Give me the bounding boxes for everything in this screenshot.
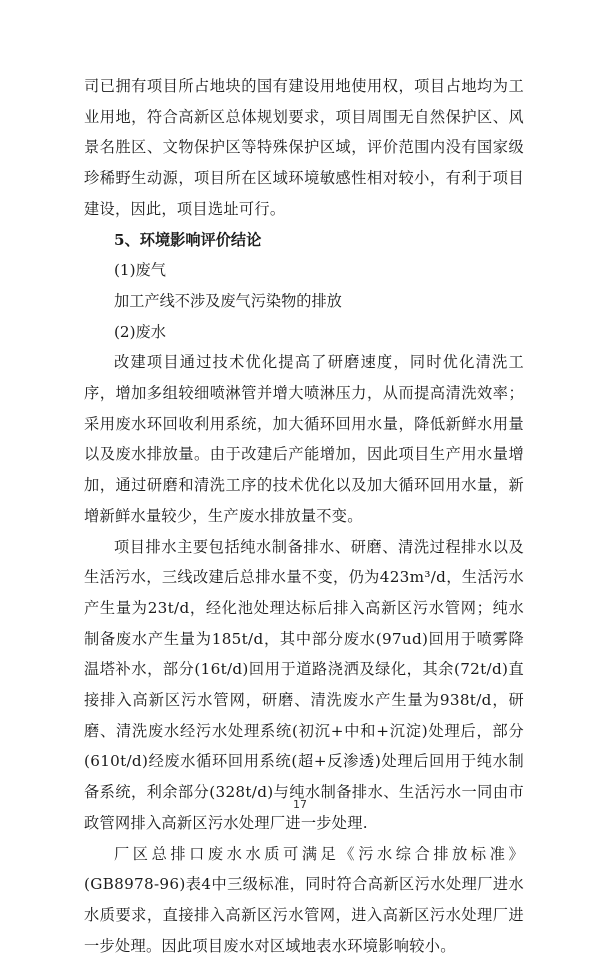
paragraph-waste-gas: 加工产线不涉及废气污染物的排放 [114, 291, 342, 310]
paragraph-process-optimization: 改建项目通过技术优化提高了研磨速度，同时优化清洗工序，增加多组较细喷淋管并增大喷淋压力，从而提高清洗效率；采用废水环回收利用系统，加大循环回用水量，降低新鲜水用量以及废水排放量。由于改建后产能增加，因此项目生产用水量增加，通过研磨和清洗工序的技术优化以及加大循环回用水量，新增新鲜水量较少，生产废水排放量不变。 [84, 353, 524, 525]
subheading-waste-gas: (1)废气 [114, 261, 166, 280]
paragraph-site-selection: 司已拥有项目所占地块的国有建设用地使用权，项目占地均为工业用地，符合高新区总体规划要求，项目周围无自然保护区、风景名胜区、文物保护区等特殊保护区域，评价范围内没有国家级珍稀野生动源，项目所在区域环境敏感性相对较小，有利于项目建设，因此，项目选址可行。 [84, 77, 524, 218]
section-heading-eia-conclusion: 5、环境影响评价结论 [114, 230, 262, 249]
paragraph-drainage-details: 项目排水主要包括纯水制备排水、研磨、清洗过程排水以及生活污水，三线改建后总排水量不变，仍为423m³/d，生活污水产生量为23t/d，经化池处理达标后排入高新区污水管网；纯水制备废水产生量为185t/d，其中部分废水(97ud)回用于喷雾降温塔补水，部分(16t/d)回用于道路浇洒及绿化，其余(72t/d)直接排入高新区污水管网，研磨、清洗废水产生量为938t/d，研磨、清洗废水经污水处理系统(初沉+中和+沉淀)处理后，部分(610t/d)经废水循环回用系统(超+反渗透)处理后回用于纯水制备系统，利余部分(328t/d)与纯水制备排水、生活污水一同由市政管网排入高新区污水处理厂进一步处理. [84, 537, 524, 832]
page-body [84, 71, 524, 961]
paragraph-discharge-standard: 厂区总排口废水水质可满足《污水综合排放标准》(GB8978-96)表4中三级标准，同时符合高新区污水处理厂进水水质要求，直接排入高新区污水管网，进入高新区污水处理厂进一步处理。因此项目废水对区域地表水环境影响较小。 [84, 844, 524, 955]
subheading-waste-water: (2)废水 [114, 322, 166, 341]
page-number: 17 [293, 798, 307, 811]
